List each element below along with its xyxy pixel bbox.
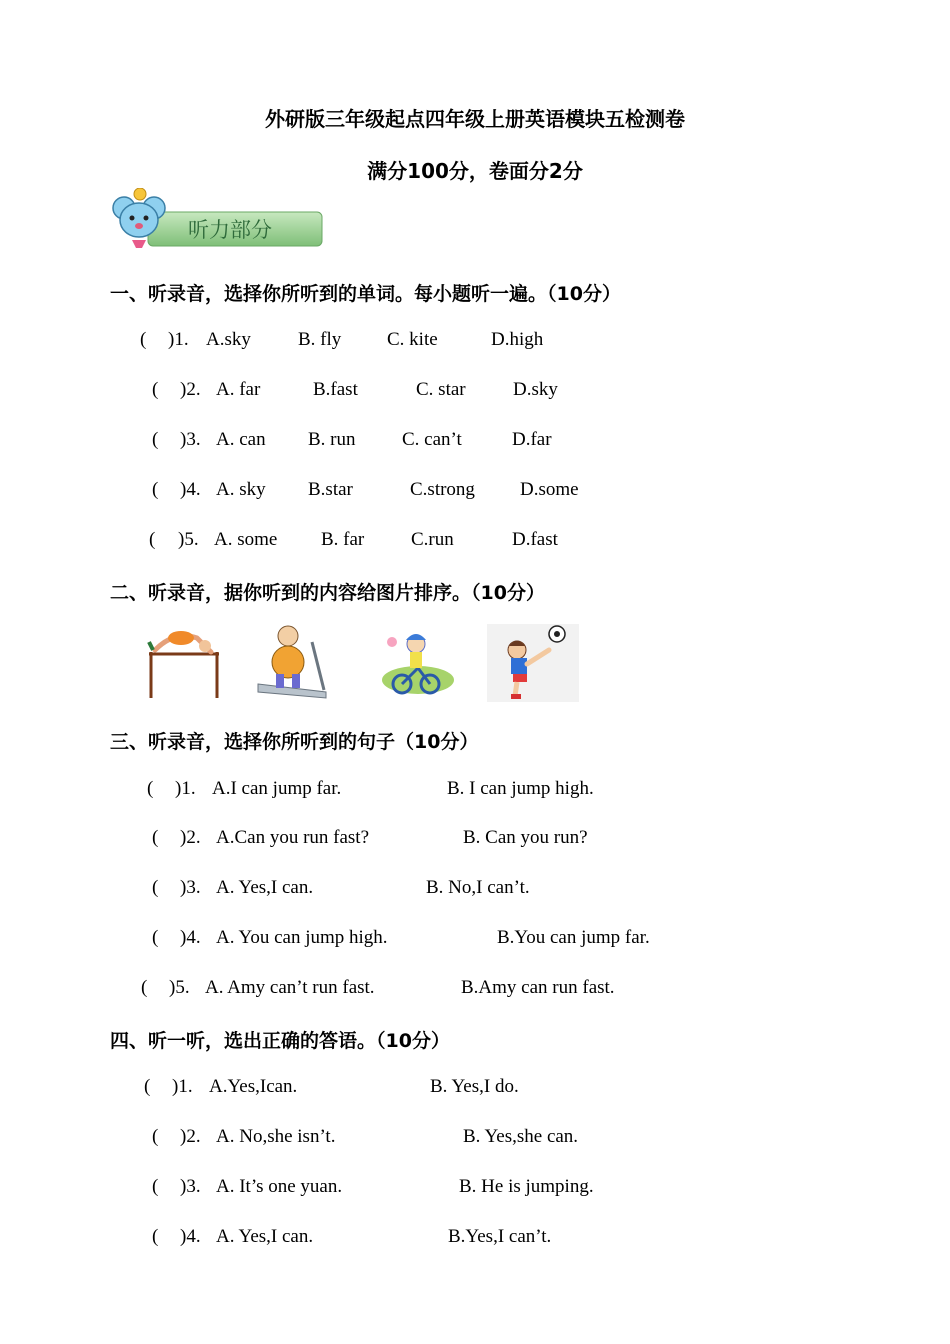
option-d: D.sky — [513, 379, 558, 400]
option-a: A. Yes,I can. — [216, 877, 314, 898]
option-b: B.star — [308, 479, 353, 500]
answer-paren[interactable]: ( — [149, 529, 156, 550]
answer-paren[interactable]: ( — [152, 1226, 159, 1247]
option-a: A. sky — [216, 479, 266, 500]
question-number: )4. — [180, 1226, 201, 1247]
option-a: A. It’s one yuan. — [216, 1176, 343, 1197]
option-d: D.high — [491, 329, 544, 350]
question-number: )5. — [169, 977, 190, 998]
answer-paren[interactable]: ( — [147, 778, 154, 799]
option-b: B.You can jump far. — [497, 927, 650, 948]
question-number: )5. — [178, 529, 199, 550]
question-number: )1. — [168, 329, 189, 350]
answer-paren[interactable]: ( — [144, 1076, 151, 1097]
option-a: A.sky — [206, 329, 251, 350]
answer-paren[interactable]: ( — [152, 429, 159, 450]
option-a: A.I can jump far. — [212, 778, 342, 799]
page-title: 外研版三年级起点四年级上册英语模块五检测卷 — [265, 107, 685, 131]
option-a: A. No,she isn’t. — [216, 1126, 336, 1147]
high-jump-picture — [145, 612, 225, 702]
option-d: D.fast — [512, 529, 558, 550]
football-kick-picture — [487, 624, 579, 702]
question-number: )1. — [175, 778, 196, 799]
option-b: B. Yes,she can. — [463, 1126, 579, 1147]
answer-paren[interactable]: ( — [152, 877, 159, 898]
treadmill-running-picture — [252, 622, 334, 700]
page-subtitle: 满分100分，卷面分2分 — [367, 159, 583, 183]
option-c: C.strong — [410, 479, 475, 500]
section1-heading: 一、听录音，选择你所听到的单词。每小题听一遍。（10分） — [110, 283, 621, 305]
option-b: B. No,I can’t. — [426, 877, 530, 898]
question-number: )4. — [180, 479, 201, 500]
section3-heading: 三、听录音，选择你所听到的句子（10分） — [110, 731, 479, 753]
answer-paren[interactable]: ( — [152, 927, 159, 948]
option-b: B. Can you run? — [463, 827, 588, 848]
question-number: )2. — [180, 1126, 201, 1147]
answer-paren[interactable]: ( — [152, 1126, 159, 1147]
option-a: A. far — [216, 379, 261, 400]
option-b: B. Yes,I do. — [430, 1076, 519, 1097]
answer-paren[interactable]: ( — [141, 977, 148, 998]
option-a: A. Amy can’t run fast. — [205, 977, 375, 998]
question-number: )4. — [180, 927, 201, 948]
option-c: C.run — [411, 529, 454, 550]
option-c: C. kite — [387, 329, 438, 350]
option-b: B.Amy can run fast. — [461, 977, 615, 998]
option-b: B. I can jump high. — [447, 778, 594, 799]
question-number: )2. — [180, 379, 201, 400]
option-a: A. You can jump high. — [216, 927, 388, 948]
answer-paren[interactable]: ( — [152, 379, 159, 400]
option-b: B.fast — [313, 379, 358, 400]
option-c: C. can’t — [402, 429, 462, 450]
option-a: A.Can you run fast? — [216, 827, 370, 848]
option-a: A. can — [216, 429, 266, 450]
option-b: B. far — [321, 529, 365, 550]
option-b: B. He is jumping. — [459, 1176, 594, 1197]
cycling-picture — [380, 628, 456, 698]
answer-paren[interactable]: ( — [152, 1176, 159, 1197]
option-d: D.some — [520, 479, 579, 500]
listening-section-banner — [110, 188, 325, 250]
banner-label: 听力部分 — [188, 218, 272, 242]
question-number: )3. — [180, 1176, 201, 1197]
option-a: A. Yes,I can. — [216, 1226, 314, 1247]
option-b: B. fly — [298, 329, 342, 350]
question-number: )3. — [180, 429, 201, 450]
option-b: B. run — [308, 429, 356, 450]
section4-heading: 四、听一听，选出正确的答语。（10分） — [110, 1030, 450, 1052]
section2-heading: 二、听录音，据你听到的内容给图片排序。（10分） — [110, 582, 545, 604]
answer-paren[interactable]: ( — [140, 329, 147, 350]
option-c: C. star — [416, 379, 466, 400]
answer-paren[interactable]: ( — [152, 827, 159, 848]
question-number: )2. — [180, 827, 201, 848]
option-a: A. some — [214, 529, 278, 550]
answer-paren[interactable]: ( — [152, 479, 159, 500]
question-number: )1. — [172, 1076, 193, 1097]
question-number: )3. — [180, 877, 201, 898]
option-d: D.far — [512, 429, 552, 450]
option-b: B.Yes,I can’t. — [448, 1226, 552, 1247]
option-a: A.Yes,Ican. — [209, 1076, 298, 1097]
